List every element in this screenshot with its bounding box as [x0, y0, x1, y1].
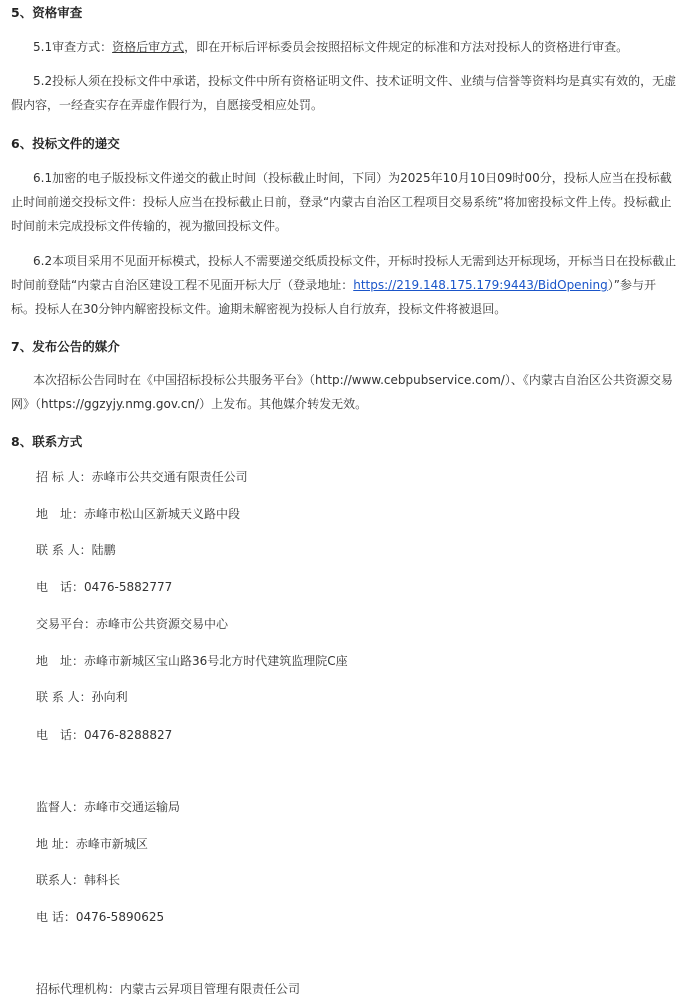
tenderer-address-line: 地 址：赤峰市松山区新城天义路中段: [36, 507, 241, 521]
section-6-heading: 6、投标文件的递交: [11, 136, 120, 151]
agency-line: 招标代理机构：内蒙古云昇项目管理有限责任公司: [36, 982, 301, 996]
bid-opening-link[interactable]: https://219.148.175.179:9443/BidOpening: [353, 278, 608, 292]
platform-phone-line: 电 话：0476-8288827: [36, 728, 173, 742]
platform-line: 交易平台：赤峰市公共资源交易中心: [36, 617, 229, 631]
supervisor-line: 监督人：赤峰市交通运输局: [36, 800, 181, 814]
section-5-heading: 5、资格审查: [11, 5, 83, 20]
section-7-heading: 7、发布公告的媒介: [11, 339, 120, 354]
section-5-2-paragraph: 5.2投标人须在投标文件中承诺，投标文件中所有资格证明文件、技术证明文件、业绩与信誉等资料均是真实有效的，无虚假内容，一经查实存在弄虚作假行为，自愿接受相应处罚。: [11, 74, 677, 112]
tenderer-contact-line: 联 系 人：陆鹏: [36, 543, 116, 557]
section-5-1-prefix: 5.1审查方式：: [33, 40, 113, 54]
section-5-1-suffix: ，即在开标后评标委员会按照招标文件规定的标准和方法对投标人的资格进行审查。: [184, 40, 629, 54]
section-7-paragraph: 本次招标公告同时在《中国招标投标公共服务平台》（http://www.cebpubservice.com/）、《内蒙古自治区公共资源交易网》（https://ggzyjy.nmg.gov.cn/）上发布。其他媒介转发无效。: [11, 373, 673, 411]
supervisor-phone-line: 电 话：0476-5890625: [36, 910, 165, 924]
platform-contact-line: 联 系 人：孙向利: [36, 690, 128, 704]
section-6-2-prefix: 6.2本项目采用不见面开标模式，投标人不需要递交纸质投标文件，开标时投标人无需到达开标现场，开标当日在投标截止时间前登陆“内蒙古自治区建设工程不见面开标大厅（登录地址：: [11, 254, 677, 292]
section-8-heading: 8、联系方式: [11, 434, 83, 449]
tenderer-phone-line: 电 话：0476-5882777: [36, 580, 173, 594]
supervisor-address-line: 地 址：赤峰市新城区: [36, 837, 148, 851]
platform-address-line: 地 址：赤峰市新城区宝山路36号北方时代建筑监理院C座: [36, 654, 348, 668]
section-6-1-paragraph: 6.1加密的电子版投标文件递交的截止时间（投标截止时间，下同）为2025年10月10日09时00分，投标人应当在投标截止时间前递交投标文件：投标人应当在投标截止日前，登录“内蒙古自治区工程项目交易系统”将加密投标文件上传。投标截止时间前未完成投标文件传输的，视为撤回投标文件。: [11, 171, 672, 233]
supervisor-contact-line: 联系人：韩科长: [36, 873, 121, 887]
section-6-2-suffix: ）”参与开标。投标人在30分钟内解密投标文件。逾期未解密视为投标人自行放弃，投标文件将被退回。: [11, 278, 656, 316]
section-6-2-paragraph: [11, 249, 679, 321]
tenderer-line: 招 标 人：赤峰市公共交通有限责任公司: [36, 470, 248, 484]
review-method-underlined: 资格后审方式: [112, 40, 185, 54]
section-5-1-paragraph: [11, 35, 679, 59]
